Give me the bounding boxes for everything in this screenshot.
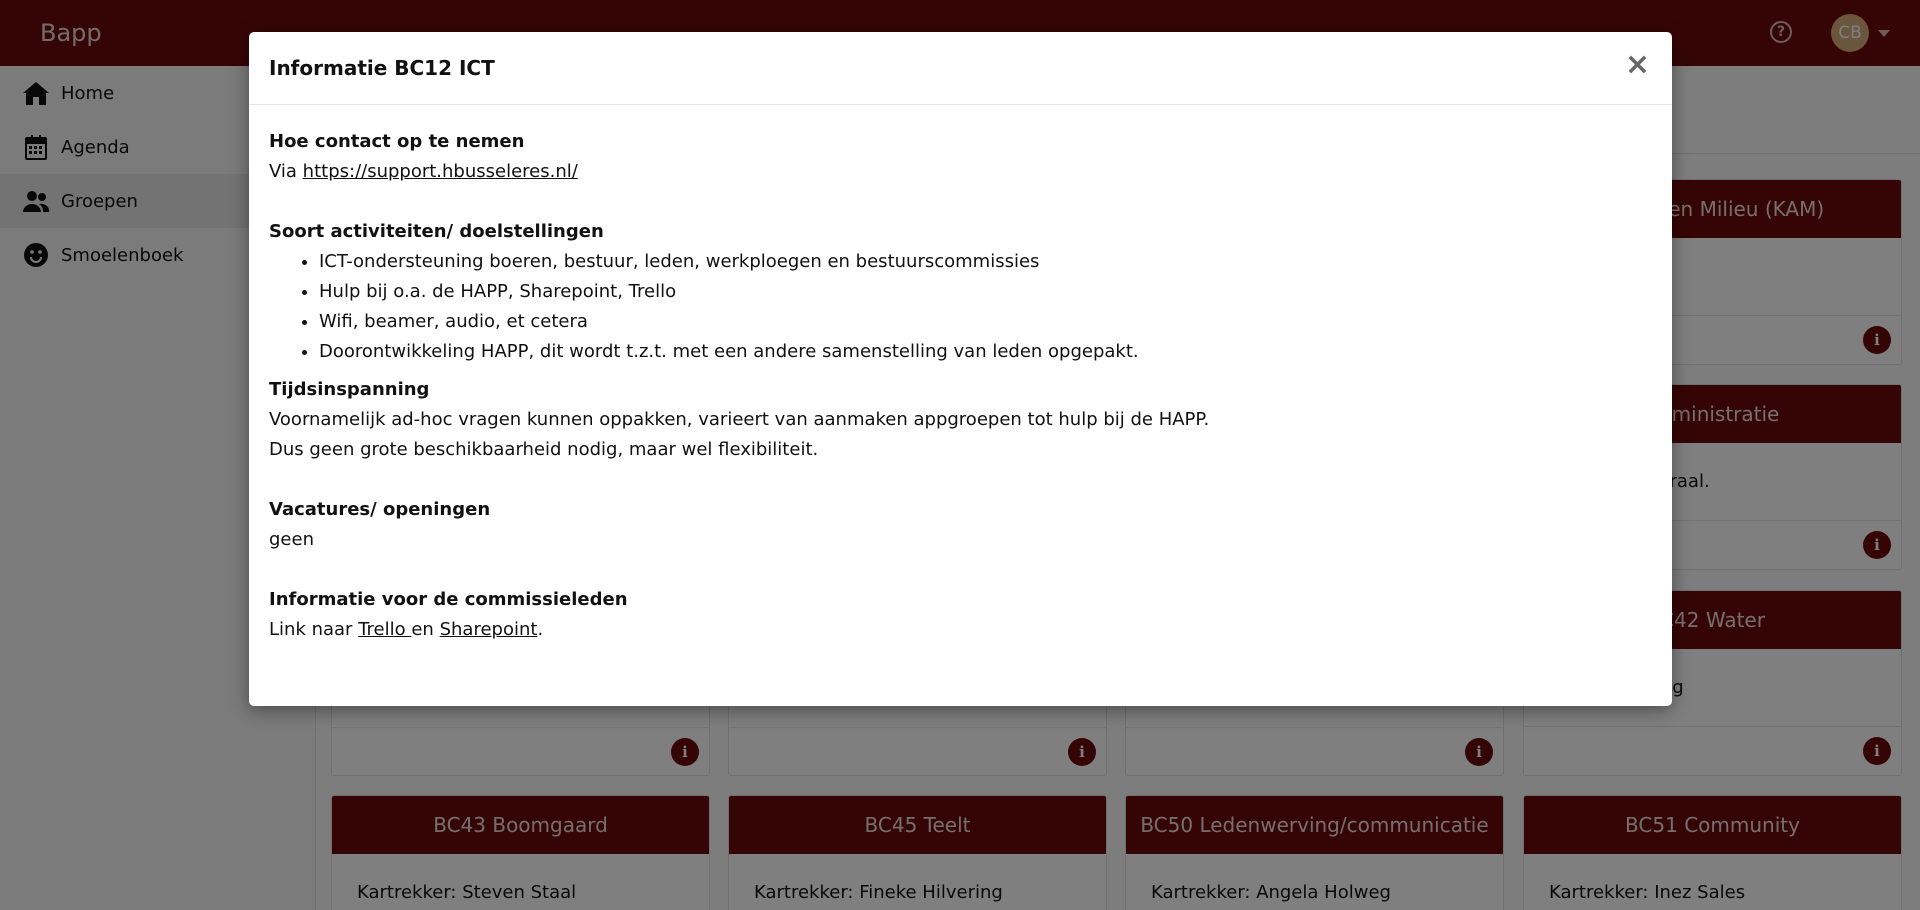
time-text: Dus geen grote beschikbaarheid nodig, maar wel flexibiliteit. [269,439,819,460]
list-item: • ICT-ondersteuning boeren, bestuur, leden, werkploegen en bestuurscommissies [319,247,1652,277]
contact-prefix: Via [269,161,303,182]
activities-section [269,217,1652,367]
members-line [269,615,1652,645]
vacancies-text: geen [269,529,314,550]
sharepoint-link[interactable]: Sharepoint [439,619,538,640]
section-heading: Vacatures/ openingen [269,499,491,520]
time-text: Voornamelijk ad-hoc vragen kunnen oppakken, varieert van aanmaken appgroepen tot hulp bij de HAPP. [269,409,1210,430]
support-link[interactable]: https://support.hbusseleres.nl/ [302,161,578,182]
info-modal [249,32,1672,706]
activities-list [269,247,1652,367]
members-prefix: Link naar [269,619,359,640]
members-section [269,585,1652,645]
members-suffix: . [537,619,544,640]
vacancies-section [269,495,1652,555]
modal-body [249,105,1672,645]
members-middle: en [411,619,440,640]
time-section [269,375,1652,465]
list-item: • Hulp bij o.a. de HAPP, Sharepoint, Trello [319,277,1652,307]
close-icon[interactable]: × [1624,47,1650,82]
section-heading: Informatie voor de commissieleden [269,589,628,610]
modal-header [249,32,1672,105]
trello-link[interactable]: Trello [358,619,412,640]
contact-section [269,127,1652,187]
section-heading: Soort activiteiten/ doelstellingen [269,221,604,242]
section-heading: Tijdsinspanning [269,379,430,400]
modal-title: Informatie BC12 ICT [269,56,495,80]
contact-line [269,157,1652,187]
list-item: • Wifi, beamer, audio, et cetera [319,307,1652,337]
section-heading: Hoe contact op te nemen [269,131,525,152]
list-item: • Doorontwikkeling HAPP, dit wordt t.z.t. met een andere samenstelling van leden opgepakt. [319,337,1652,367]
